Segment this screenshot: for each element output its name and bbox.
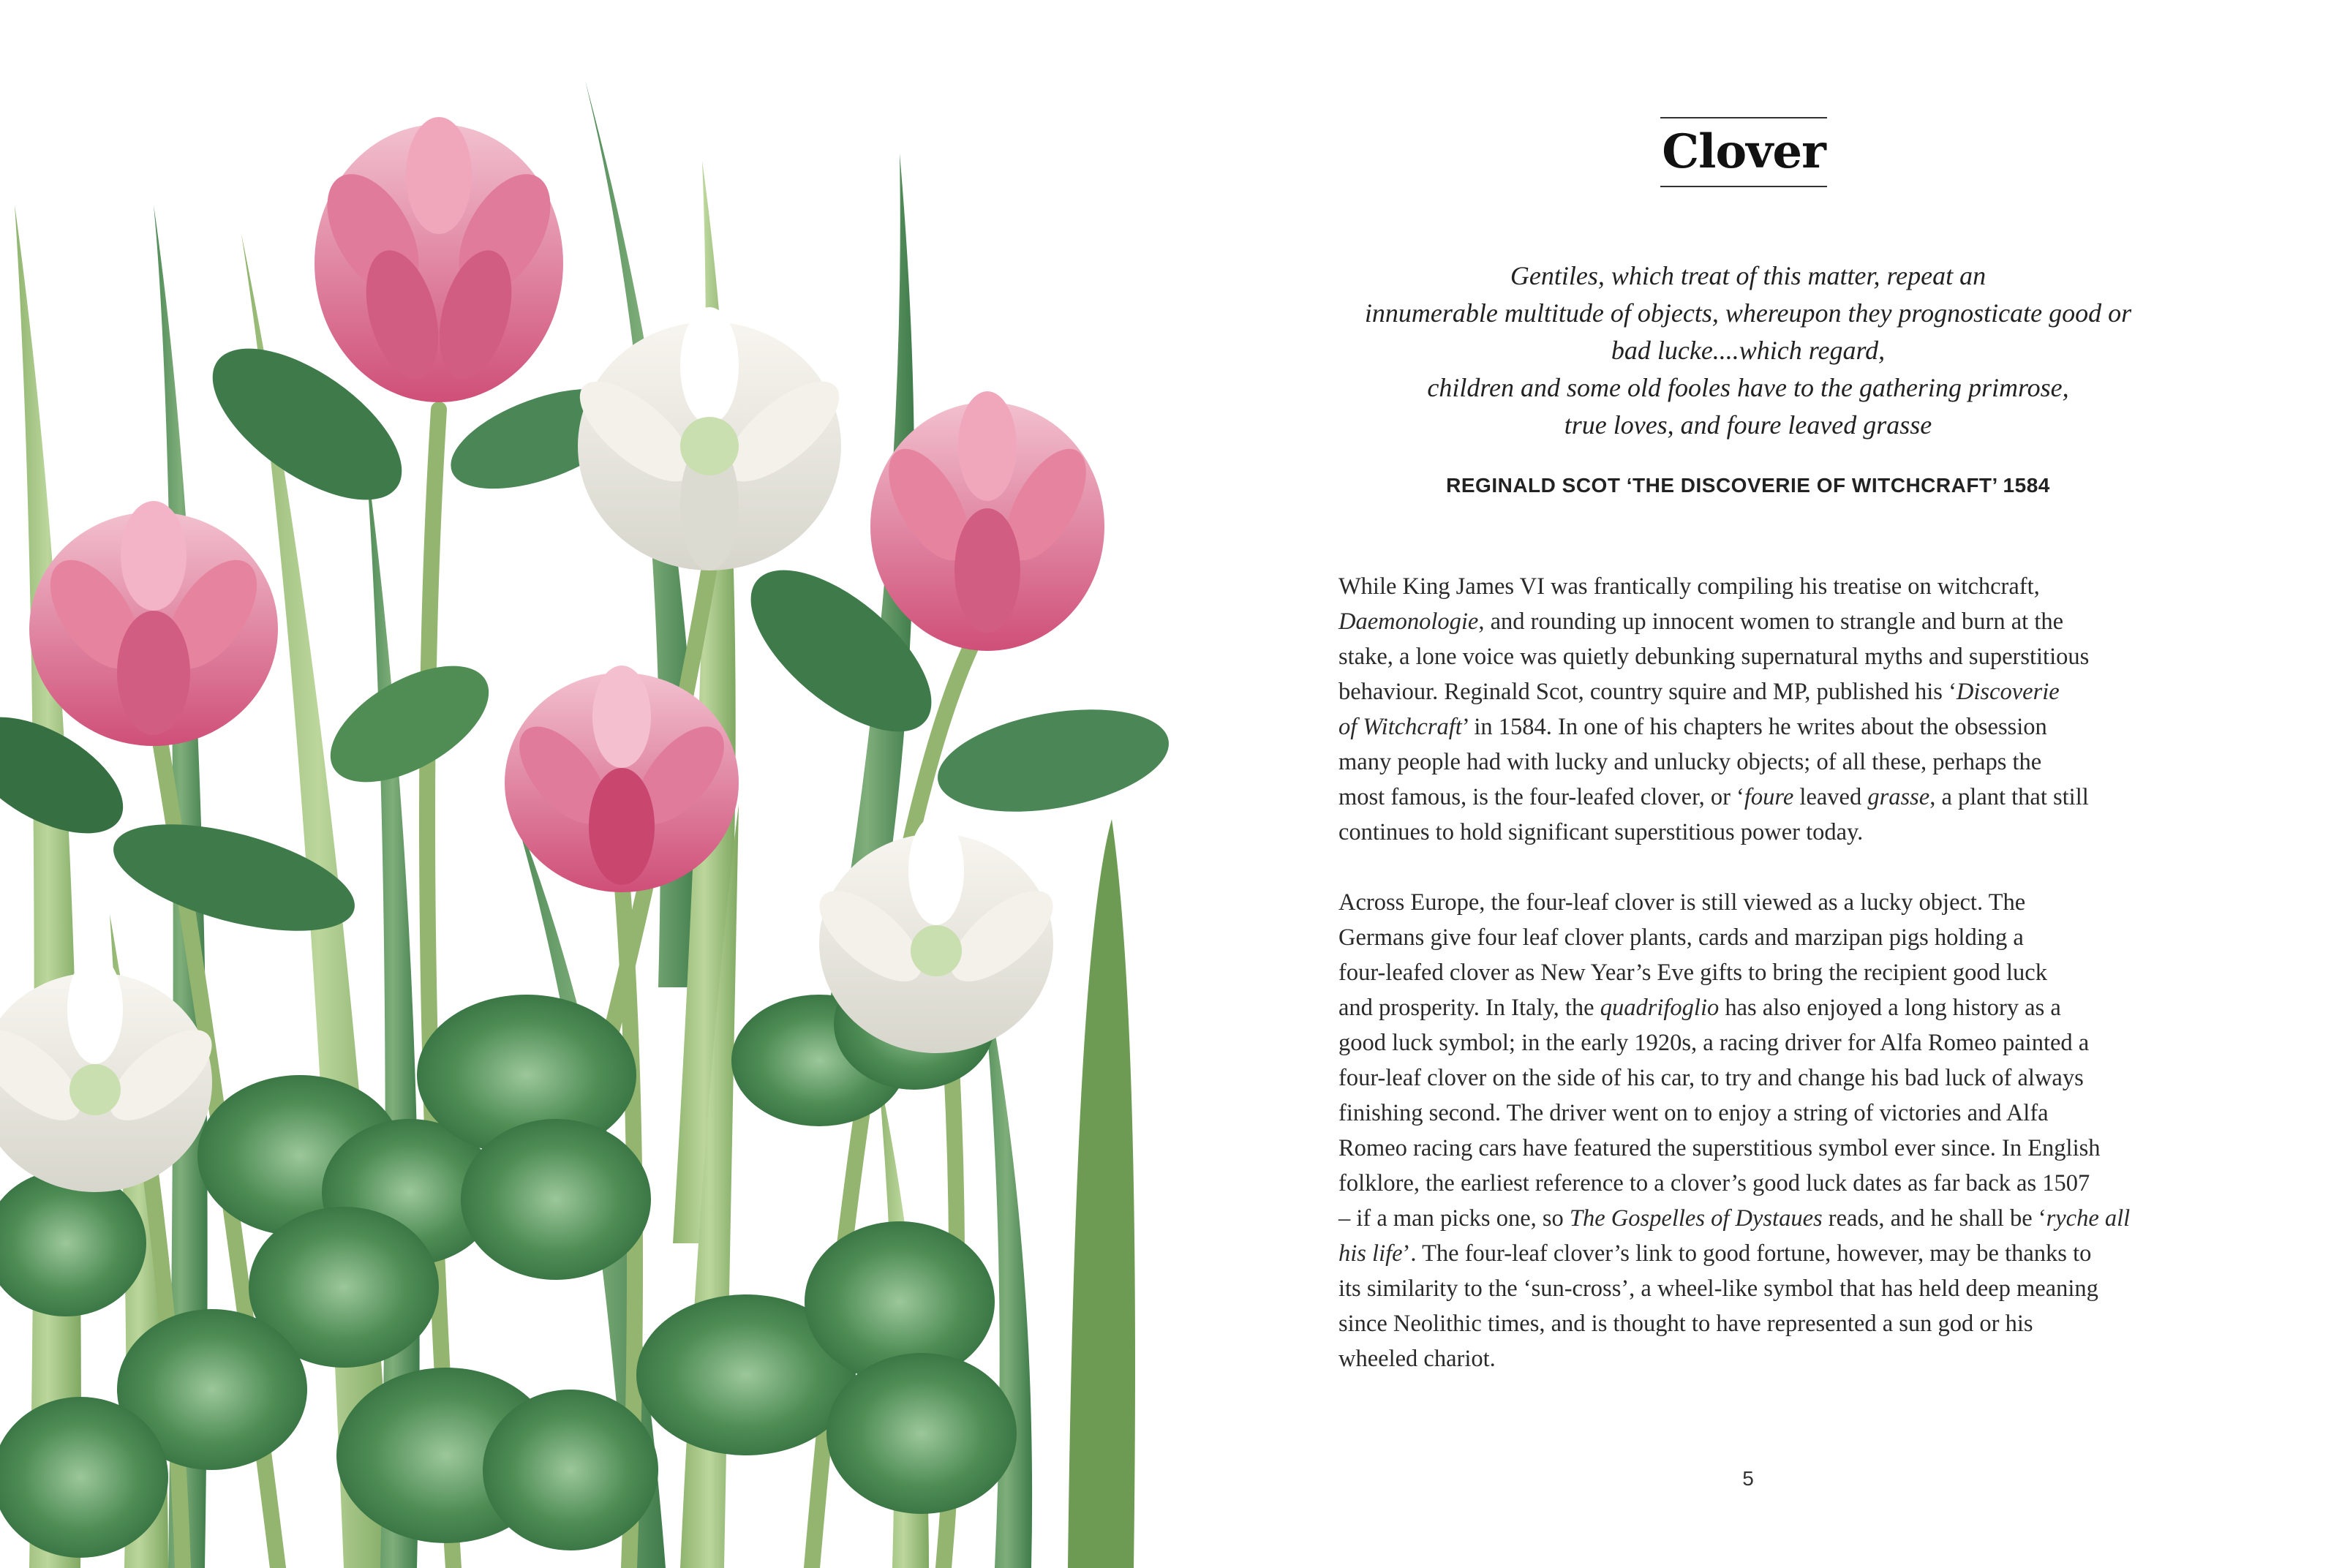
text-line: since Neolithic times, and is thought to have represented a sun god or his bbox=[1338, 1311, 2033, 1337]
italic-text: quadrifoglio bbox=[1600, 995, 1720, 1021]
epigraph-line: children and some old fooles have to the gathering primrose, bbox=[1427, 373, 2069, 402]
italic-text: foure bbox=[1744, 784, 1794, 810]
title-block bbox=[1660, 117, 1827, 187]
text-line: four-leafed clover as New Year’s Eve gifts to bring the recipient good luck bbox=[1338, 960, 2047, 986]
italic-text: Daemonologie bbox=[1338, 608, 1479, 635]
italic-text: grasse bbox=[1867, 784, 1930, 810]
body-paragraph-2 bbox=[1338, 885, 2238, 1376]
italic-text: The Gospelles of Dystaues bbox=[1569, 1205, 1823, 1232]
epigraph-line: true loves, and foure leaved grasse bbox=[1564, 410, 1932, 440]
text-line: his life’. The four-leaf clover’s link to good fortune, however, may be thanks to bbox=[1338, 1240, 2092, 1267]
italic-text: his life bbox=[1338, 1240, 1403, 1267]
text-line: most famous, is the four-leafed clover, or ‘foure leaved grasse, a plant that still bbox=[1338, 784, 2089, 810]
body-paragraph-1 bbox=[1338, 569, 2238, 850]
text-line: While King James VI was frantically compiling his treatise on witchcraft, bbox=[1338, 573, 2040, 600]
text-line: four-leaf clover on the side of his car, to try and change his bad luck of always bbox=[1338, 1065, 2084, 1091]
text-line: many people had with lucky and unlucky objects; of all these, perhaps the bbox=[1338, 749, 2042, 775]
epigraph-line: bad lucke....which regard, bbox=[1611, 336, 1886, 365]
text-line: folklore, the earliest reference to a clover’s good luck dates as far back as 1507 bbox=[1338, 1170, 2090, 1196]
epigraph bbox=[1265, 257, 2231, 444]
text-line: and prosperity. In Italy, the quadrifoglio has also enjoyed a long history as a bbox=[1338, 995, 2061, 1021]
text-line: good luck symbol; in the early 1920s, a racing driver for Alfa Romeo painted a bbox=[1338, 1030, 2090, 1056]
text-line: – if a man picks one, so The Gospelles of Dystaues reads, and he shall be ‘ryche all bbox=[1338, 1205, 2131, 1232]
text-page bbox=[1170, 0, 2331, 1568]
page-number: 5 bbox=[1742, 1467, 1754, 1490]
italic-text: ryche all bbox=[2046, 1205, 2131, 1232]
text-line: wheeled chariot. bbox=[1338, 1346, 1496, 1372]
text-line: stake, a lone voice was quietly debunking supernatural myths and superstitious bbox=[1338, 644, 2090, 670]
italic-text: Discoverie bbox=[1956, 679, 2060, 705]
page-title: Clover bbox=[1662, 124, 1826, 179]
epigraph-line: Gentiles, which treat of this matter, repeat an bbox=[1510, 261, 1987, 290]
text-line: its similarity to the ‘sun-cross’, a wheel-like symbol that has held deep meaning bbox=[1338, 1275, 2098, 1302]
text-line: continues to hold significant superstitious power today. bbox=[1338, 819, 1864, 845]
text-line: Romeo racing cars have featured the superstitious symbol ever since. In English bbox=[1338, 1135, 2101, 1161]
text-line: finishing second. The driver went on to enjoy a string of victories and Alfa bbox=[1338, 1100, 2049, 1126]
text-line: Across Europe, the four-leaf clover is still viewed as a lucky object. The bbox=[1338, 889, 2026, 916]
text-line: of Witchcraft’ in 1584. In one of his chapters he writes about the obsession bbox=[1338, 714, 2047, 740]
epigraph-attribution: REGINALD SCOT ‘THE DISCOVERIE OF WITCHCRAFT’ 1584 bbox=[1446, 474, 2050, 497]
epigraph-line: innumerable multitude of objects, whereupon they prognosticate good or bbox=[1364, 298, 2132, 328]
text-line: behaviour. Reginald Scot, country squire and MP, published his ‘Discoverie bbox=[1338, 679, 2060, 705]
italic-text: of Witchcraft bbox=[1338, 714, 1462, 740]
text-line: Daemonologie, and rounding up innocent women to strangle and burn at the bbox=[1338, 608, 2064, 635]
text-line: Germans give four leaf clover plants, cards and marzipan pigs holding a bbox=[1338, 924, 2024, 951]
